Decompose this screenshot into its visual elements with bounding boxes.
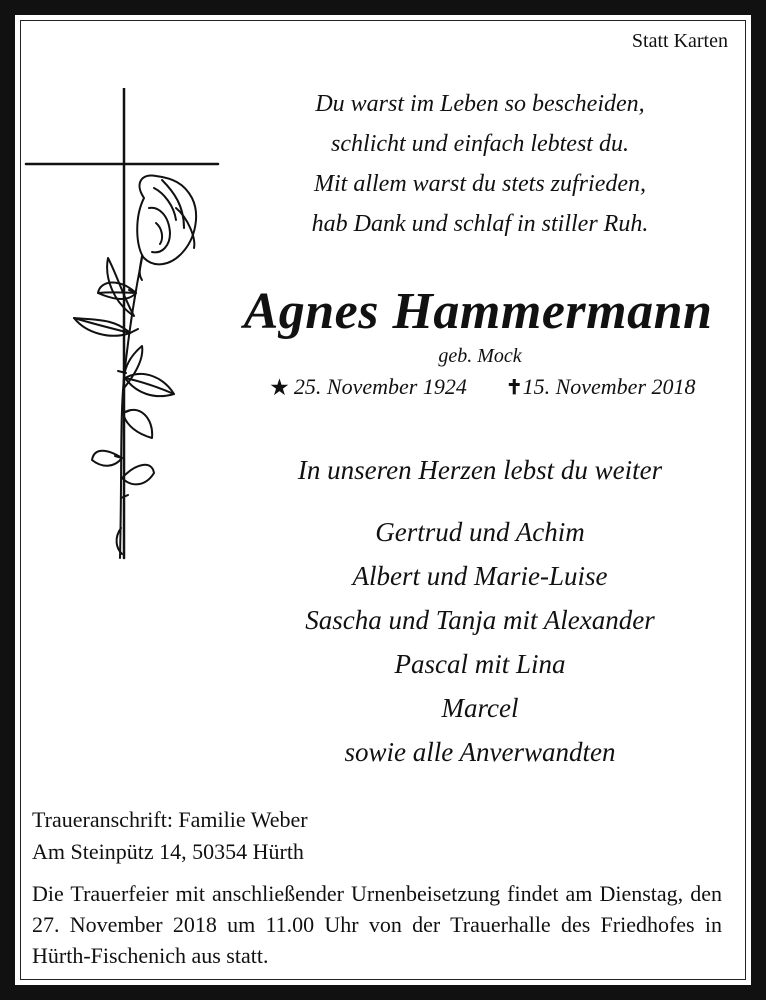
funeral-service-text: Die Trauerfeier mit anschließender Urnenbeisetzung findet am Dienstag, den 27. November 2018 um 11.00 Uhr von der Trauerhalle des Friedhofes in Hürth-Fischenich aus statt. [32, 881, 722, 968]
statt-karten-label: Statt Karten [631, 30, 728, 52]
death-date: 15. November 2018 [522, 374, 696, 399]
poem [240, 84, 720, 244]
cross-with-rose-icon [24, 88, 224, 568]
family-member: Albert und Marie-Luise [352, 561, 608, 591]
family-list [220, 510, 740, 774]
poem-line: Mit allem warst du stets zufrieden, [314, 171, 646, 197]
family-member: Marcel [441, 693, 519, 723]
cross-icon: ✝ [505, 377, 523, 399]
birth-date: 25. November 1924 [293, 374, 467, 399]
life-dates [240, 374, 726, 400]
address-line: Traueranschrift: Familie Weber [32, 807, 308, 832]
family-member: Pascal mit Lina [394, 649, 566, 679]
address-line: Am Steinpütz 14, 50354 Hürth [32, 839, 304, 864]
star-icon: ★ [270, 377, 289, 399]
family-member: Sascha und Tanja mit Alexander [305, 605, 655, 635]
poem-line: Du warst im Leben so bescheiden, [315, 91, 645, 117]
poem-line: hab Dank und schlaf in stiller Ruh. [311, 211, 649, 237]
poem-line: schlicht und einfach lebtest du. [331, 131, 629, 157]
family-member: Gertrud und Achim [375, 517, 585, 547]
family-member: sowie alle Anverwandten [344, 737, 616, 767]
deceased-name: Agnes Hammermann [243, 283, 713, 340]
maiden-name: geb. Mock [438, 345, 522, 367]
mourning-address [32, 804, 308, 868]
motto: In unseren Herzen lebst du weiter [297, 455, 663, 485]
